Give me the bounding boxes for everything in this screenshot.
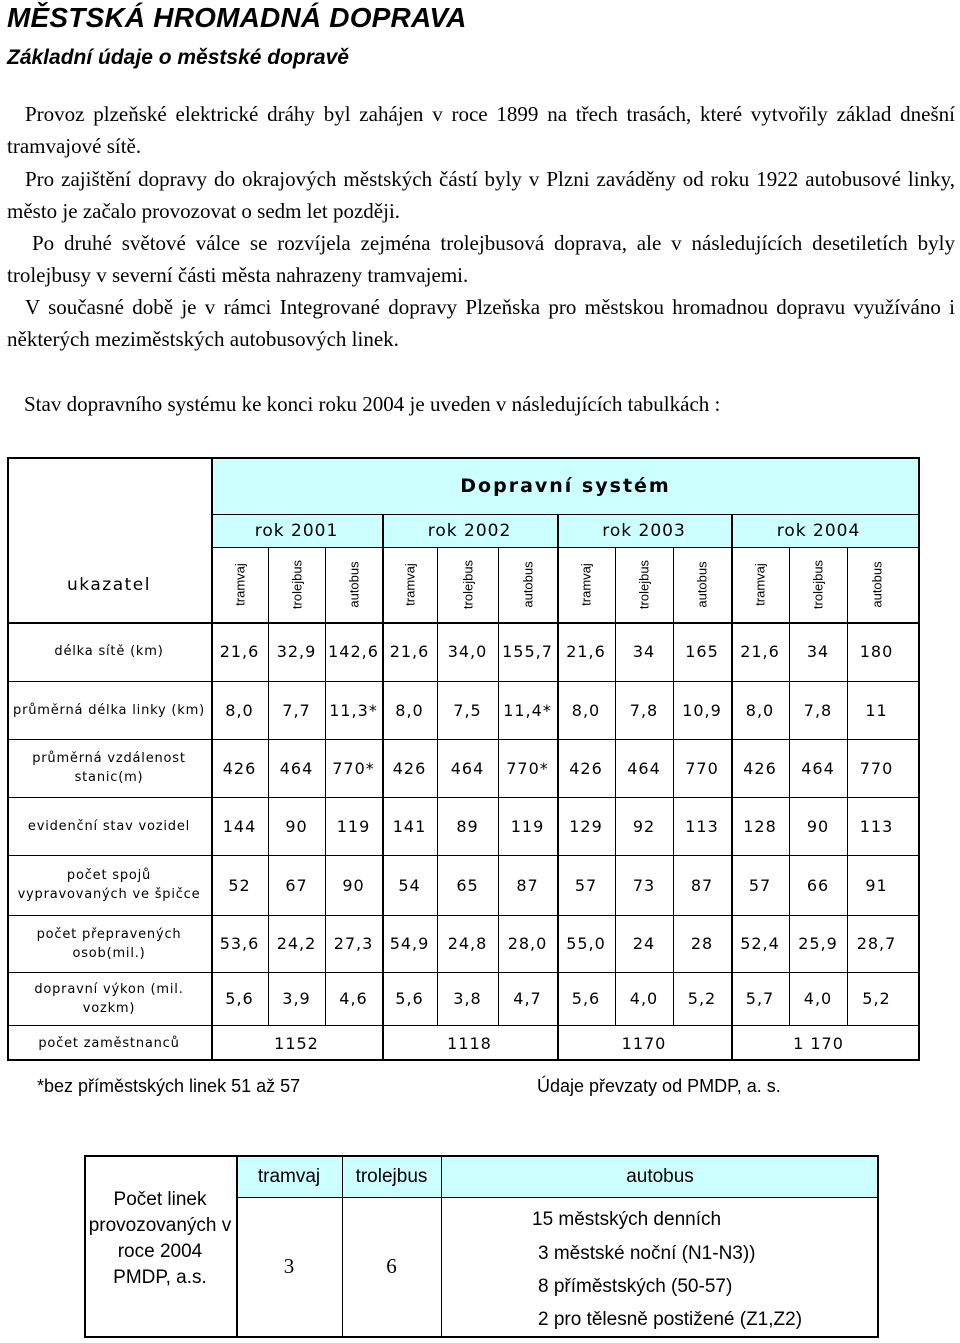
table-cell: 141 <box>392 816 427 836</box>
mode-label-tramvaj: tramvaj <box>232 562 247 606</box>
table-cell: 52 <box>228 875 251 895</box>
source-note: Údaje převzaty od PMDP, a. s. <box>537 1076 781 1096</box>
table-cell: 4,7 <box>513 989 542 1008</box>
staff-row-label: počet zaměstnanců <box>38 1035 180 1051</box>
row-label: délka sítě (km) <box>54 644 164 659</box>
table-cell: 87 <box>516 875 539 895</box>
table-cell: 5,2 <box>687 989 717 1008</box>
table-cell: 464 <box>279 758 314 778</box>
table-cell: 119 <box>336 816 371 836</box>
row-header-label: ukazatel <box>67 574 151 595</box>
table-cell: 92 <box>632 816 656 836</box>
table-cell: 53,6 <box>219 934 260 953</box>
table-cell: 57 <box>574 875 598 895</box>
page-title: MĚSTSKÁ HROMADNÁ DOPRAVA <box>7 2 467 33</box>
bus-line-item: 15 městských denních <box>532 1209 722 1230</box>
table-cell: 25,9 <box>798 934 838 953</box>
table-cell: 5,2 <box>862 989 891 1008</box>
table-cell: 3,8 <box>453 989 482 1008</box>
table-cell: 426 <box>569 758 603 778</box>
table-cell: 5,6 <box>395 989 424 1008</box>
table-cell: 24,8 <box>447 934 488 953</box>
table-cell: 5,6 <box>571 989 601 1008</box>
table-cell: 113 <box>859 816 894 836</box>
mode-label-tramvaj: tramvaj <box>752 562 768 606</box>
table-cell: 91 <box>865 875 888 895</box>
row-label: evidenční stav vozidel <box>27 818 191 834</box>
row-label: počet spojů vypravovaných ve špičce <box>17 868 201 902</box>
staff-cell: 1152 <box>274 1033 319 1053</box>
table-cell: 11 <box>865 700 888 720</box>
table-cell: 464 <box>450 758 485 778</box>
footnote: *bez příměstských linek 51 až 57 <box>37 1076 301 1096</box>
table-cell: 90 <box>806 816 830 836</box>
table-cell: 119 <box>510 816 545 836</box>
mode-label-trolejbus: trolejbus <box>460 559 475 609</box>
year-header: rok 2001 <box>254 520 339 541</box>
year-header: rok 2003 <box>602 520 686 541</box>
table-cell: 11,4* <box>503 700 552 720</box>
table-cell: 8,0 <box>571 700 601 720</box>
row-label: počet přepravených osob(mil.) <box>36 926 182 961</box>
lines-header-tramvaj: tramvaj <box>257 1166 321 1187</box>
table-cell: 65 <box>456 875 479 895</box>
paragraph-bus: Pro zajištění dopravy do okrajových městských částí byly v Plzni zaváděny od roku 1922 autobusové linky, město je začalo provozovat o sedm let později. <box>7 167 955 223</box>
table-cell: 21,6 <box>566 642 606 661</box>
mode-label-trolejbus: trolejbus <box>289 559 304 609</box>
table-cell: 32,9 <box>276 642 317 661</box>
staff-cell: 1118 <box>447 1033 492 1053</box>
table-cell: 27,3 <box>333 934 374 953</box>
table-cell: 90 <box>342 875 365 895</box>
table-cell: 770 <box>685 758 719 778</box>
lines-bottom-border <box>84 1336 879 1338</box>
intro-line: Stav dopravního systému ke konci roku 2004 je uveden v následujících tabulkách : <box>24 392 721 416</box>
table-cell: 28,7 <box>856 934 897 953</box>
table-cell: 8,0 <box>395 700 424 720</box>
table-cell: 129 <box>569 816 603 836</box>
year-header: rok 2002 <box>427 520 512 541</box>
mode-label-autobus: autobus <box>694 560 710 608</box>
table-cell: 464 <box>801 758 835 778</box>
table-cell: 7,7 <box>282 700 311 720</box>
table-cell: 67 <box>285 875 308 895</box>
bus-line-item: 8 příměstských (50-57) <box>538 1276 733 1297</box>
table-cell: 10,9 <box>682 700 722 720</box>
table-cell: 55,0 <box>566 934 606 953</box>
table-cell: 8,0 <box>745 700 775 720</box>
table-cell: 3,9 <box>282 989 311 1008</box>
table-cell: 54,9 <box>389 934 430 953</box>
year-header: rok 2004 <box>776 520 861 541</box>
table-cell: 34 <box>806 642 830 661</box>
lines-tram-count: 3 <box>283 1254 295 1278</box>
transport-system-table <box>7 457 920 1061</box>
table-cell: 4,6 <box>339 989 368 1008</box>
table-cell: 73 <box>632 875 656 895</box>
table-cell: 90 <box>285 816 308 836</box>
table-right-border <box>918 457 920 1061</box>
table-cell: 113 <box>685 816 719 836</box>
mode-label-trolejbus: trolejbus <box>636 559 652 609</box>
table-cell: 128 <box>743 816 777 836</box>
table-cell: 66 <box>806 875 830 895</box>
table-cell: 89 <box>456 816 479 836</box>
lines-row-label: Počet linek provozovaných v roce 2004 PMDP, a.s. <box>88 1189 232 1288</box>
table-cell: 770* <box>506 758 549 778</box>
table-cell: 28,0 <box>507 934 548 953</box>
table-cell: 142,6 <box>328 642 379 661</box>
table-cell: 24,2 <box>276 934 317 953</box>
table-header: Dopravní systém <box>460 474 671 497</box>
mode-label-autobus: autobus <box>520 560 535 608</box>
table-cell: 8,0 <box>225 700 254 720</box>
bus-line-item: 2 pro tělesně postižené (Z1,Z2) <box>538 1309 803 1330</box>
table-cell: 770* <box>332 758 375 778</box>
lines-header-trolejbus: trolejbus <box>355 1166 428 1187</box>
mode-label-autobus: autobus <box>346 560 361 608</box>
paragraph-integrated: V současné době je v rámci Integrované dopravy Plzeňska pro městskou hromadnou dopravu využíváno i některých meziměstských autobusových linek. <box>7 295 955 351</box>
table-cell: 7,5 <box>453 700 482 720</box>
staff-cell: 1170 <box>621 1033 667 1053</box>
table-cell: 165 <box>685 642 719 661</box>
mode-label-trolejbus: trolejbus <box>810 559 826 609</box>
table-cell: 54 <box>398 875 421 895</box>
table-cell: 426 <box>222 758 257 778</box>
table-cell: 180 <box>859 642 894 661</box>
table-cell: 52,4 <box>740 934 780 953</box>
table-cell: 7,8 <box>803 700 833 720</box>
paragraph-history: Provoz plzeňské elektrické dráhy byl zahájen v roce 1899 na třech trasách, které vytvořily základ dnešní tramvajové sítě. <box>7 102 955 158</box>
mode-label-autobus: autobus <box>869 560 884 608</box>
table-cell: 11,3* <box>329 700 378 720</box>
table-cell: 57 <box>748 875 772 895</box>
table-cell: 4,0 <box>803 989 833 1008</box>
bus-line-item: 3 městské noční (N1-N3)) <box>538 1243 756 1264</box>
row-label: dopravní výkon (mil. vozkm) <box>34 981 184 1016</box>
table-cell: 426 <box>392 758 427 778</box>
table-cell: 21,6 <box>389 642 430 661</box>
lines-header-autobus: autobus <box>626 1166 694 1187</box>
row-label: průměrná délka linky (km) <box>13 702 205 718</box>
table-cell: 770 <box>859 758 894 778</box>
mode-label-tramvaj: tramvaj <box>402 562 417 606</box>
lines-trolley-count: 6 <box>386 1254 397 1278</box>
mode-label-tramvaj: tramvaj <box>578 562 594 606</box>
table-cell: 28 <box>690 934 714 953</box>
table-cell: 24 <box>632 934 656 953</box>
table-cell: 4,0 <box>629 989 659 1008</box>
table-cell: 155,7 <box>502 642 553 661</box>
paragraph-trolleybus: Po druhé světové válce se rozvíjela zejména trolejbusová doprava, ale v následujících desetiletích byly trolejbusy v severní části města nahrazeny tramvajemi. <box>7 231 955 287</box>
lines-table <box>84 1155 879 1338</box>
row-label: průměrná vzdálenost stanic(m) <box>32 751 186 785</box>
table-cell: 5,6 <box>225 989 254 1008</box>
staff-cell: 1 170 <box>793 1033 844 1053</box>
table-cell: 34,0 <box>447 642 488 661</box>
table-cell: 87 <box>690 875 714 895</box>
lines-top-border <box>84 1155 879 1157</box>
section-subtitle: Základní údaje o městské dopravě <box>7 46 349 69</box>
lines-header-divider <box>236 1197 879 1198</box>
lines-left-border <box>84 1155 86 1338</box>
table-cell: 426 <box>743 758 777 778</box>
table-cell: 5,7 <box>745 989 775 1008</box>
table-cell: 144 <box>222 816 257 836</box>
table-cell: 7,8 <box>629 700 659 720</box>
table-cell: 21,6 <box>219 642 260 661</box>
table-cell: 464 <box>627 758 661 778</box>
table-cell: 21,6 <box>740 642 780 661</box>
table-cell: 34 <box>632 642 656 661</box>
